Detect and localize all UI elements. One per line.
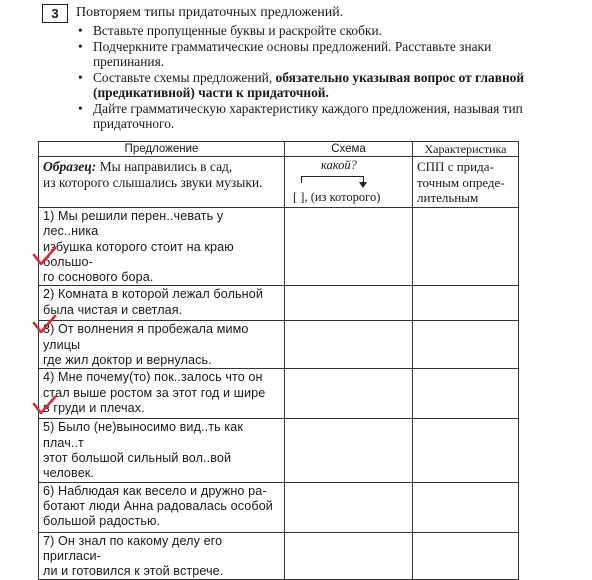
schema-bracket-left [301, 176, 302, 183]
characteristic-answer-cell[interactable] [413, 482, 519, 532]
sentence-cell [39, 532, 285, 580]
sentence-line: ли и готовился к этой встрече. [43, 564, 224, 579]
sentence-line: го соснового бора. [43, 270, 154, 285]
sentence-line: избушка которого стоит на краю большо- [43, 239, 234, 269]
characteristic-line: СПП с прида- [417, 159, 494, 174]
sentence-line: 1) Мы решили перен..чевать у лес..ника [43, 209, 224, 239]
table-header-row [39, 142, 519, 157]
sentence-cell [39, 419, 285, 482]
sample-schema [289, 157, 408, 205]
sample-row [39, 157, 519, 208]
instructions-list [76, 23, 546, 132]
sentence-line: 2) Комната в которой лежал больной [43, 287, 263, 302]
bullet-dot: • [78, 69, 83, 85]
characteristic-answer-cell[interactable] [413, 286, 519, 321]
sentence-line: 3) От волнения я пробежала мимо улицы [43, 322, 249, 352]
task-number-box: 3 [42, 4, 68, 23]
exercise-table [38, 141, 519, 580]
bullet-dot: • [78, 23, 83, 38]
bullet-dot: • [78, 38, 83, 54]
header-sentence: Предложение [39, 142, 285, 157]
table-row [39, 208, 519, 286]
table-row [39, 286, 519, 321]
characteristic-line: точным опреде- [417, 174, 505, 190]
sample-sentence-line2: из которого слышались звуки музыки. [43, 174, 263, 190]
sentence-cell [39, 321, 285, 369]
sentence-line: этот большой сильный вол..вой человек. [43, 450, 232, 481]
schema-formula: [ ], (из которого) [293, 190, 381, 204]
sample-sentence-cell [39, 157, 285, 208]
sentence-cell [39, 286, 285, 321]
instruction-item [76, 39, 546, 70]
sentence-line: 7) Он знал по какому делу его пригласи- [43, 533, 223, 563]
sentence-line: где жил доктор и вернулась. [43, 353, 212, 368]
sample-schema-cell [285, 157, 413, 208]
instruction-item [76, 70, 546, 101]
sentence-line: в груди и плечах. [43, 400, 145, 415]
instruction-text: Дайте грамматическую характеристику каждого предложения, называя тип придаточного. [93, 100, 523, 131]
instruction-text: Вставьте пропущенные буквы и раскройте скобки. [93, 23, 382, 38]
red-check-mark-icon [32, 314, 58, 336]
red-check-mark-icon [32, 395, 58, 417]
schema-answer-cell[interactable] [285, 208, 413, 286]
characteristic-answer-cell[interactable] [413, 321, 519, 369]
characteristic-answer-cell[interactable] [413, 369, 519, 419]
sentence-line: 6) Наблюдая как весело и дружно ра- [43, 483, 267, 498]
instruction-bold-text: обязательно указывая вопрос от главной (предикативной) части к придаточной [93, 69, 525, 100]
schema-answer-cell[interactable] [285, 321, 413, 369]
characteristic-answer-cell[interactable] [413, 208, 519, 286]
instruction-item [76, 23, 546, 39]
sentence-line: была чистая и светлая. [43, 302, 183, 317]
schema-arrow-head [359, 182, 367, 188]
instruction-item [76, 101, 546, 132]
table-row [39, 532, 519, 580]
sentence-cell [39, 208, 285, 286]
task-title: Повторяем типы придаточных предложений. [76, 5, 344, 20]
sentence-line: стал выше ростом за этот год и шире [43, 385, 266, 400]
characteristic-answer-cell[interactable] [413, 532, 519, 580]
header-characteristic: Характеристика [413, 142, 519, 157]
sample-label: Образец: [43, 159, 97, 174]
schema-answer-cell[interactable] [285, 369, 413, 419]
sentence-line: ботают люди Анна радовалась особой [43, 498, 273, 513]
schema-answer-cell[interactable] [285, 482, 413, 532]
instruction-text: Составьте схемы предложений, [93, 69, 276, 85]
schema-answer-cell[interactable] [285, 532, 413, 580]
red-check-mark-icon [32, 246, 58, 268]
characteristic-line: лительным [417, 190, 479, 205]
bullet-dot: • [78, 100, 83, 116]
table-row [39, 419, 519, 482]
table-row [39, 482, 519, 532]
sentence-line: 5) Было (не)выносимо вид..ть как плач..т [43, 420, 243, 450]
instruction-bold-end: . [325, 85, 329, 100]
characteristic-answer-cell[interactable] [413, 419, 519, 482]
schema-bracket-top [301, 176, 363, 177]
sample-characteristic-cell [413, 157, 519, 208]
header-schema: Схема [285, 142, 413, 157]
sentence-line: 4) Мне почему(то) пок..залось что он [43, 370, 263, 385]
schema-answer-cell[interactable] [285, 419, 413, 482]
sentence-cell [39, 482, 285, 532]
sample-sentence-line1: Мы направились в сад, [96, 159, 233, 174]
table-row [39, 321, 519, 369]
sentence-line: большой радостью. [43, 514, 161, 529]
instruction-text: Подчеркните грамматические основы предложений. Расставьте знаки препинания. [93, 38, 492, 69]
schema-question: какой? [321, 158, 357, 172]
table-row [39, 369, 519, 419]
sentence-cell [39, 369, 285, 419]
schema-answer-cell[interactable] [285, 286, 413, 321]
